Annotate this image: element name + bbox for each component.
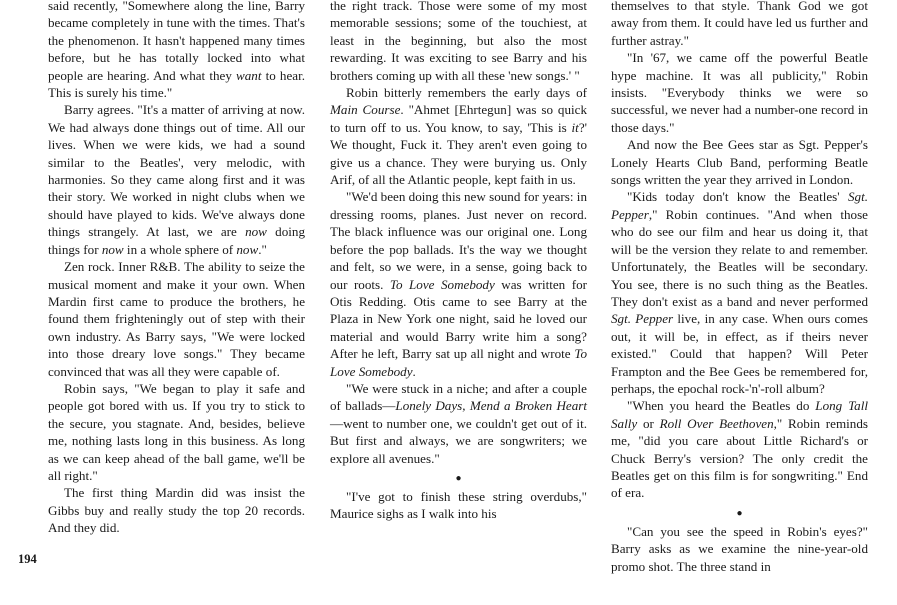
paragraph: "I've got to finish these string overdubs," Maurice sighs as I walk into his [330, 488, 587, 522]
text-column-1 [48, 0, 305, 537]
text-column-2 [330, 0, 587, 523]
paragraph: the right track. Those were some of my most memorable sessions; some of the touchiest, at least in the beginning, but also the most rewarding. It was exciting to see Barry and his brothers coming up with all these 'new songs.' " [330, 0, 587, 83]
page-number: 194 [18, 552, 37, 566]
paragraph: "When you heard the Beatles do Long Tall Sally or Roll Over Beethoven," Robin reminds me, "did you care about Little Richard's or Chuck Berry's version? The only credit the Beatles get on this film is for songwriting." End of era. [611, 398, 868, 501]
paragraph: said recently, "Somewhere along the line, Barry became completely in tune with the times. That's the phenomenon. It hasn't happened many times before, but he has totally locked into what people are hearing. And what they want to hear. This is surely his time." [48, 0, 305, 101]
paragraph: Robin says, "We began to play it safe and people got bored with us. If you try to stick to the secure, you stagnate. And, besides, believe me, nothing lasts long in this business. As long as we can keep ahead of the ball game, we'll be all right." [48, 380, 305, 483]
paragraph: The first thing Mardin did was insist the Gibbs buy and really study the top 20 records. And they did. [48, 485, 305, 536]
paragraph: "We were stuck in a niche; and after a couple of ballads—Lonely Days, Mend a Broken Heart—went to number one, we couldn't get out of it. But first and always, we are songwriters; we explore all avenues." [330, 380, 587, 466]
section-divider: ● [736, 507, 743, 519]
text-column-3 [611, 0, 868, 575]
paragraph: themselves to that style. Thank God we got away from them. It could have led us further and further astray." [611, 0, 868, 48]
paragraph: "We'd been doing this new sound for years: in dressing rooms, planes. Just never on record. The black influence was our original one. Long before the pop ballads. It's the way we thought and felt, so we were, in a sense, going back to our roots. To Love Somebody was written for Otis Redding. Otis came to see Barry at the Plaza in New York one night, said he loved our material and would Barry write him a song? After he left, Barry sat up all night and wrote To Love Somebody. [330, 189, 587, 379]
paragraph: And now the Bee Gees star as Sgt. Pepper's Lonely Hearts Club Band, performing Beatle songs written the year they arrived in London. [611, 137, 868, 188]
section-divider: ● [455, 472, 462, 484]
paragraph: "Can you see the speed in Robin's eyes?" Barry asks as we examine the nine-year-old promo shot. The three stand in [611, 523, 868, 574]
paragraph: Barry agrees. "It's a matter of arriving at now. We had always done things out of time. All our lives. When we were kids, we had a sound similar to the Beatles', very melodic, with harmonies. So they came along first and it was their story. We worked in night clubs when we should have played to kids. We've always done things strangely. At last, we are now doing things for now in a whole sphere of now." [48, 102, 305, 257]
paragraph: "Kids today don't know the Beatles' Sgt. Pepper," Robin continues. "And when those who do see our film and hear us doing it, that will be the version they relate to and remember. Unfortunately, the Beatles will be secondary. You see, there is no such thing as the Beatles. They don't exist as a band and never performed Sgt. Pepper live, in any case. When ours comes out, it will be, in effect, as if theirs never existed." Could that happen? Will Peter Frampton and the Bee Gees be remembered for, perhaps, the epochal rock-'n'-roll album? [611, 189, 868, 396]
paragraph: Zen rock. Inner R&B. The ability to seize the musical moment and make it your own. When Mardin first came to produce the brothers, he found them frighteningly out of step with their own industry. As Barry says, "We were locked into those dreary love songs." They became convinced that was all they were capable of. [48, 259, 305, 379]
paragraph: "In '67, we came off the powerful Beatle hype machine. It was all publicity," Robin insists. "Everybody thinks we were so successful, we never had a number-one record in those days." [611, 50, 868, 135]
paragraph: Robin bitterly remembers the early days of Main Course. "Ahmet [Ehrtegun] was so quick to turn off to us. You know, to say, 'This is it?' We thought, Fuck it. They aren't even going to give us a chance. They were burying us. Only Arif, of all the Atlantic people, kept faith in us. [330, 85, 588, 188]
